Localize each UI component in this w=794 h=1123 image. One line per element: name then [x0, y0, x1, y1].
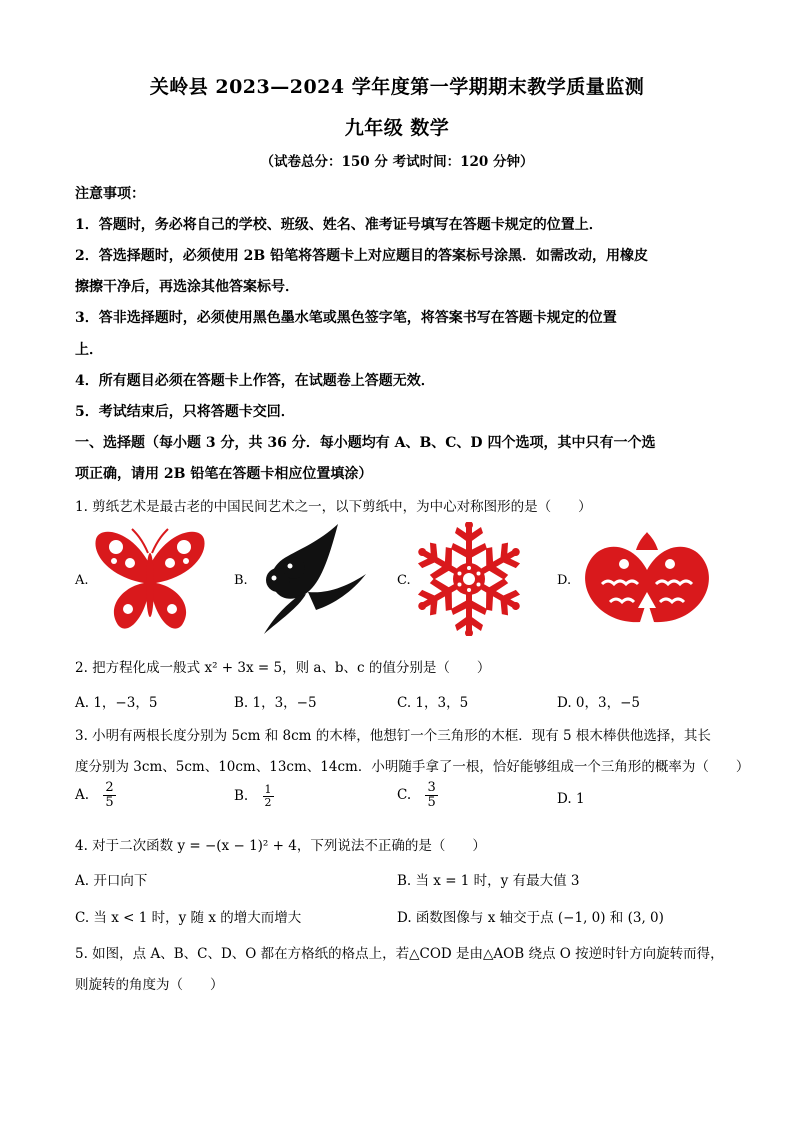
q2-option-c: C. 1，3，5	[397, 695, 469, 711]
fraction-numerator: 2	[105, 780, 114, 795]
section-heading: 一、选择题（每小题 3 分，共 36 分．每小题均有 A、B、C、D 四个选项，其中只有一个选	[75, 435, 656, 451]
q3-option-c-fraction	[425, 781, 437, 810]
notes-heading: 注意事项：	[75, 186, 145, 202]
fraction-denominator: 5	[105, 795, 114, 810]
page-subtitle: 九年级 数学	[344, 117, 450, 139]
q3-option-d-value: 1	[575, 791, 585, 807]
q1-option-b-label: B.	[234, 573, 248, 588]
fraction-numerator: 3	[427, 780, 436, 795]
q3-option-c	[397, 781, 438, 810]
notes-item: 4．所有题目必须在答题卡上作答，在试题卷上答题无效．	[75, 373, 435, 389]
q3-option-b	[234, 784, 274, 809]
q4-option-a: A. 开口向下	[75, 873, 148, 889]
q1-option-a-label: A.	[75, 573, 89, 588]
q2-option-d: D. 0，3，−5	[557, 695, 641, 711]
swallows-papercut-icon	[258, 522, 368, 636]
notes-item: 上．	[75, 342, 103, 358]
exam-info: （试卷总分：150 分 考试时间：120 分钟）	[260, 154, 534, 170]
fraction-numerator: 1	[264, 783, 272, 796]
notes-item: 3．答非选择题时，必须使用黑色墨水笔或黑色签字笔，将答案书写在答题卡规定的位置	[75, 310, 617, 326]
q3-option-d	[557, 791, 585, 807]
q3-option-d-label: D.	[557, 791, 572, 807]
q3-option-c-label: C.	[397, 787, 412, 803]
fraction-denominator: 5	[427, 795, 436, 810]
q3-option-a-fraction	[103, 781, 115, 810]
q4-option-b: B. 当 x = 1 时，y 有最大值 3	[397, 873, 580, 889]
q2-option-a: A. 1，−3，5	[75, 695, 158, 711]
butterfly-papercut-icon	[92, 525, 208, 633]
question-5-stem: 5. 如图，点 A、B、C、D、O 都在方格纸的格点上，若△COD 是由△AOB 绕点 O 按逆时针方向旋转而得，	[75, 946, 724, 962]
q3-option-a	[75, 781, 116, 810]
q3-option-b-label: B.	[234, 788, 249, 804]
notes-item: 1．答题时，务必将自己的学校、班级、姓名、准考证号填写在答题卡规定的位置上．	[75, 217, 603, 233]
question-4-stem: 4. 对于二次函数 y = −(x − 1)² + 4，下列说法不正确的是（ ）	[75, 838, 486, 854]
q1-option-d-label: D.	[557, 573, 572, 588]
q4-option-c: C. 当 x < 1 时，y 随 x 的增大而增大	[75, 910, 302, 926]
notes-item: 擦擦干净后，再选涂其他答案标号．	[75, 279, 299, 295]
q3-option-b-fraction	[263, 784, 274, 809]
question-2-stem: 2. 把方程化成一般式 x² + 3x = 5，则 a、b、c 的值分别是（ ）	[75, 660, 491, 676]
q1-option-c-label: C.	[397, 573, 411, 588]
snowflake-papercut-icon	[414, 522, 524, 636]
notes-item: 5．考试结束后，只将答题卡交回．	[75, 404, 295, 420]
question-1-stem: 1. 剪纸艺术是最古老的中国民间艺术之一，以下剪纸中，为中心对称图形的是（ ）	[75, 499, 592, 515]
question-3-stem-cont: 度分别为 3cm、5cm、10cm、13cm、14cm．小明随手拿了一根，恰好能够组成一个三角形的概率为（ ）	[75, 759, 750, 775]
fraction-denominator: 2	[264, 796, 272, 809]
notes-item: 2．答选择题时，必须使用 2B 铅笔将答题卡上对应题目的答案标号涂黑．如需改动，用橡皮	[75, 248, 649, 264]
q4-option-d: D. 函数图像与 x 轴交于点 (−1, 0) 和 (3, 0)	[397, 910, 664, 926]
page-title: 关岭县 2023—2024 学年度第一学期期末教学质量监测	[149, 76, 645, 98]
section-heading-cont: 项正确，请用 2B 铅笔在答题卡相应位置填涂）	[75, 466, 373, 482]
q3-option-a-label: A.	[75, 787, 90, 803]
question-3-stem: 3. 小明有两根长度分别为 5cm 和 8cm 的木棒，他想钉一个三角形的木框．现有 5 根木棒供他选择，其长	[75, 728, 711, 744]
q2-option-b: B. 1，3，−5	[234, 695, 317, 711]
fish-pair-papercut-icon	[580, 530, 714, 632]
question-5-stem-cont: 则旋转的角度为（ ）	[75, 977, 224, 993]
